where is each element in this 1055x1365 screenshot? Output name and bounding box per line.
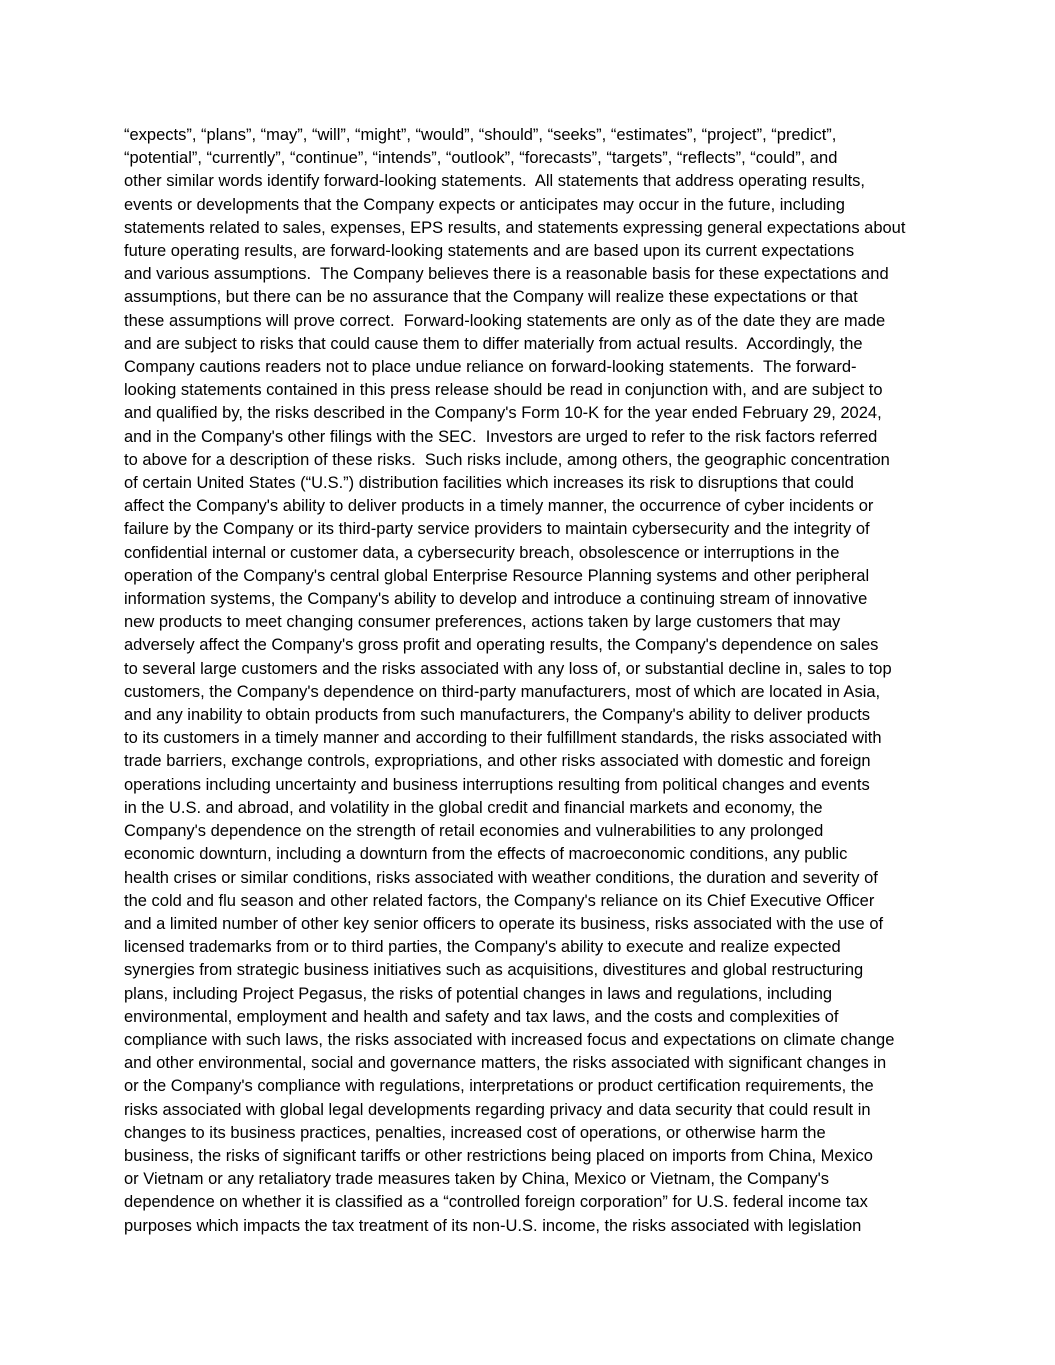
text-line: events or developments that the Company expects or anticipates may occur in the future, including	[124, 195, 845, 214]
text-line: confidential internal or customer data, a cybersecurity breach, obsolescence or interruptions in the	[124, 543, 840, 562]
text-line: to several large customers and the risks associated with any loss of, or substantial decline in, sales to top	[124, 659, 892, 678]
text-line: health crises or similar conditions, risks associated with weather conditions, the duration and severity of	[124, 868, 878, 887]
text-line: failure by the Company or its third-party service providers to maintain cybersecurity and the integrity of	[124, 520, 870, 539]
text-line: Company cautions readers not to place undue reliance on forward-looking statements. The forward-	[124, 358, 857, 377]
text-line: statements related to sales, expenses, EPS results, and statements expressing general expectations about	[124, 218, 906, 237]
text-line: other similar words identify forward-looking statements. All statements that address operating results,	[124, 172, 866, 191]
text-line: these assumptions will prove correct. Forward-looking statements are only as of the date they are made	[124, 311, 886, 330]
text-line: and various assumptions. The Company believes there is a reasonable basis for these expectations and	[124, 265, 889, 284]
text-line: plans, including Project Pegasus, the risks of potential changes in laws and regulations, including	[124, 984, 833, 1003]
text-line: and in the Company's other filings with the SEC. Investors are urged to refer to the risk factors referred	[124, 427, 878, 446]
text-line: synergies from strategic business initiatives such as acquisitions, divestitures and global restructuring	[124, 961, 864, 980]
text-line: Company's dependence on the strength of retail economies and vulnerabilities to any prolonged	[124, 822, 824, 841]
text-line: new products to meet changing consumer preferences, actions taken by large customers that may	[124, 613, 841, 632]
forward-looking-statements-paragraph	[124, 124, 905, 1238]
text-line: changes to its business practices, penalties, increased cost of operations, or otherwise harm the	[124, 1123, 826, 1142]
text-line: assumptions, but there can be no assurance that the Company will realize these expectations or that	[124, 288, 858, 307]
text-line: adversely affect the Company's gross profit and operating results, the Company's dependence on sales	[124, 636, 879, 655]
text-line: of certain United States (“U.S.”) distribution facilities which increases its risk to disruptions that could	[124, 474, 854, 493]
text-line: to its customers in a timely manner and according to their fulfillment standards, the risks associated with	[124, 729, 882, 748]
text-line: future operating results, are forward-looking statements and are based upon its current expectations	[124, 242, 855, 261]
text-line: and qualified by, the risks described in the Company's Form 10-K for the year ended February 29, 2024,	[124, 404, 882, 423]
text-line: “expects”, “plans”, “may”, “will”, “might”, “would”, “should”, “seeks”, “estimates”, “project”, “predict”,	[124, 126, 837, 144]
text-line: and other environmental, social and governance matters, the risks associated with significant changes in	[124, 1054, 887, 1073]
text-line: to above for a description of these risks. Such risks include, among others, the geographic concentration	[124, 450, 890, 469]
text-line: risks associated with global legal developments regarding privacy and data security that could result in	[124, 1100, 871, 1119]
text-line: or Vietnam or any retaliatory trade measures taken by China, Mexico or Vietnam, the Company's	[124, 1170, 830, 1189]
text-line: operation of the Company's central global Enterprise Resource Planning systems and other peripheral	[124, 566, 870, 585]
text-line: or the Company's compliance with regulations, interpretations or product certification requirements, the	[124, 1077, 874, 1096]
text-line: the cold and flu season and other related factors, the Company's reliance on its Chief Executive Officer	[124, 891, 875, 910]
text-line: affect the Company's ability to deliver products in a timely manner, the occurrence of cyber incidents or	[124, 497, 874, 516]
text-line: and are subject to risks that could cause them to differ materially from actual results. Accordingly, the	[124, 334, 863, 353]
text-line: operations including uncertainty and business interruptions resulting from political changes and events	[124, 775, 870, 794]
text-line: licensed trademarks from or to third parties, the Company's ability to execute and realize expected	[124, 938, 841, 957]
text-line: trade barriers, exchange controls, expropriations, and other risks associated with domestic and foreign	[124, 752, 871, 771]
text-line: compliance with such laws, the risks associated with increased focus and expectations on climate change	[124, 1030, 895, 1049]
text-line: and any inability to obtain products from such manufacturers, the Company's ability to deliver products	[124, 706, 871, 725]
text-line: economic downturn, including a downturn from the effects of macroeconomic conditions, any public	[124, 845, 848, 864]
text-line: purposes which impacts the tax treatment of its non-U.S. income, the risks associated with legislation	[124, 1216, 862, 1235]
text-line: “potential”, “currently”, “continue”, “intends”, “outlook”, “forecasts”, “targets”, “reflects”, “could”, and	[124, 149, 838, 168]
text-line: business, the risks of significant tariffs or other restrictions being placed on imports from China, Mexico	[124, 1146, 873, 1165]
text-line: in the U.S. and abroad, and volatility in the global credit and financial markets and economy, the	[124, 798, 823, 817]
text-line: customers, the Company's dependence on third-party manufacturers, most of which are located in Asia,	[124, 682, 881, 701]
text-line: and a limited number of other key senior officers to operate its business, risks associated with the use of	[124, 914, 884, 933]
text-line: information systems, the Company's ability to develop and introduce a continuing stream of innovative	[124, 590, 868, 609]
text-line: dependence on whether it is classified as a “controlled foreign corporation” for U.S. federal income tax	[124, 1193, 868, 1212]
text-line: looking statements contained in this press release should be read in conjunction with, and are subject to	[124, 381, 883, 400]
text-line: environmental, employment and health and safety and tax laws, and the costs and complexities of	[124, 1007, 839, 1026]
